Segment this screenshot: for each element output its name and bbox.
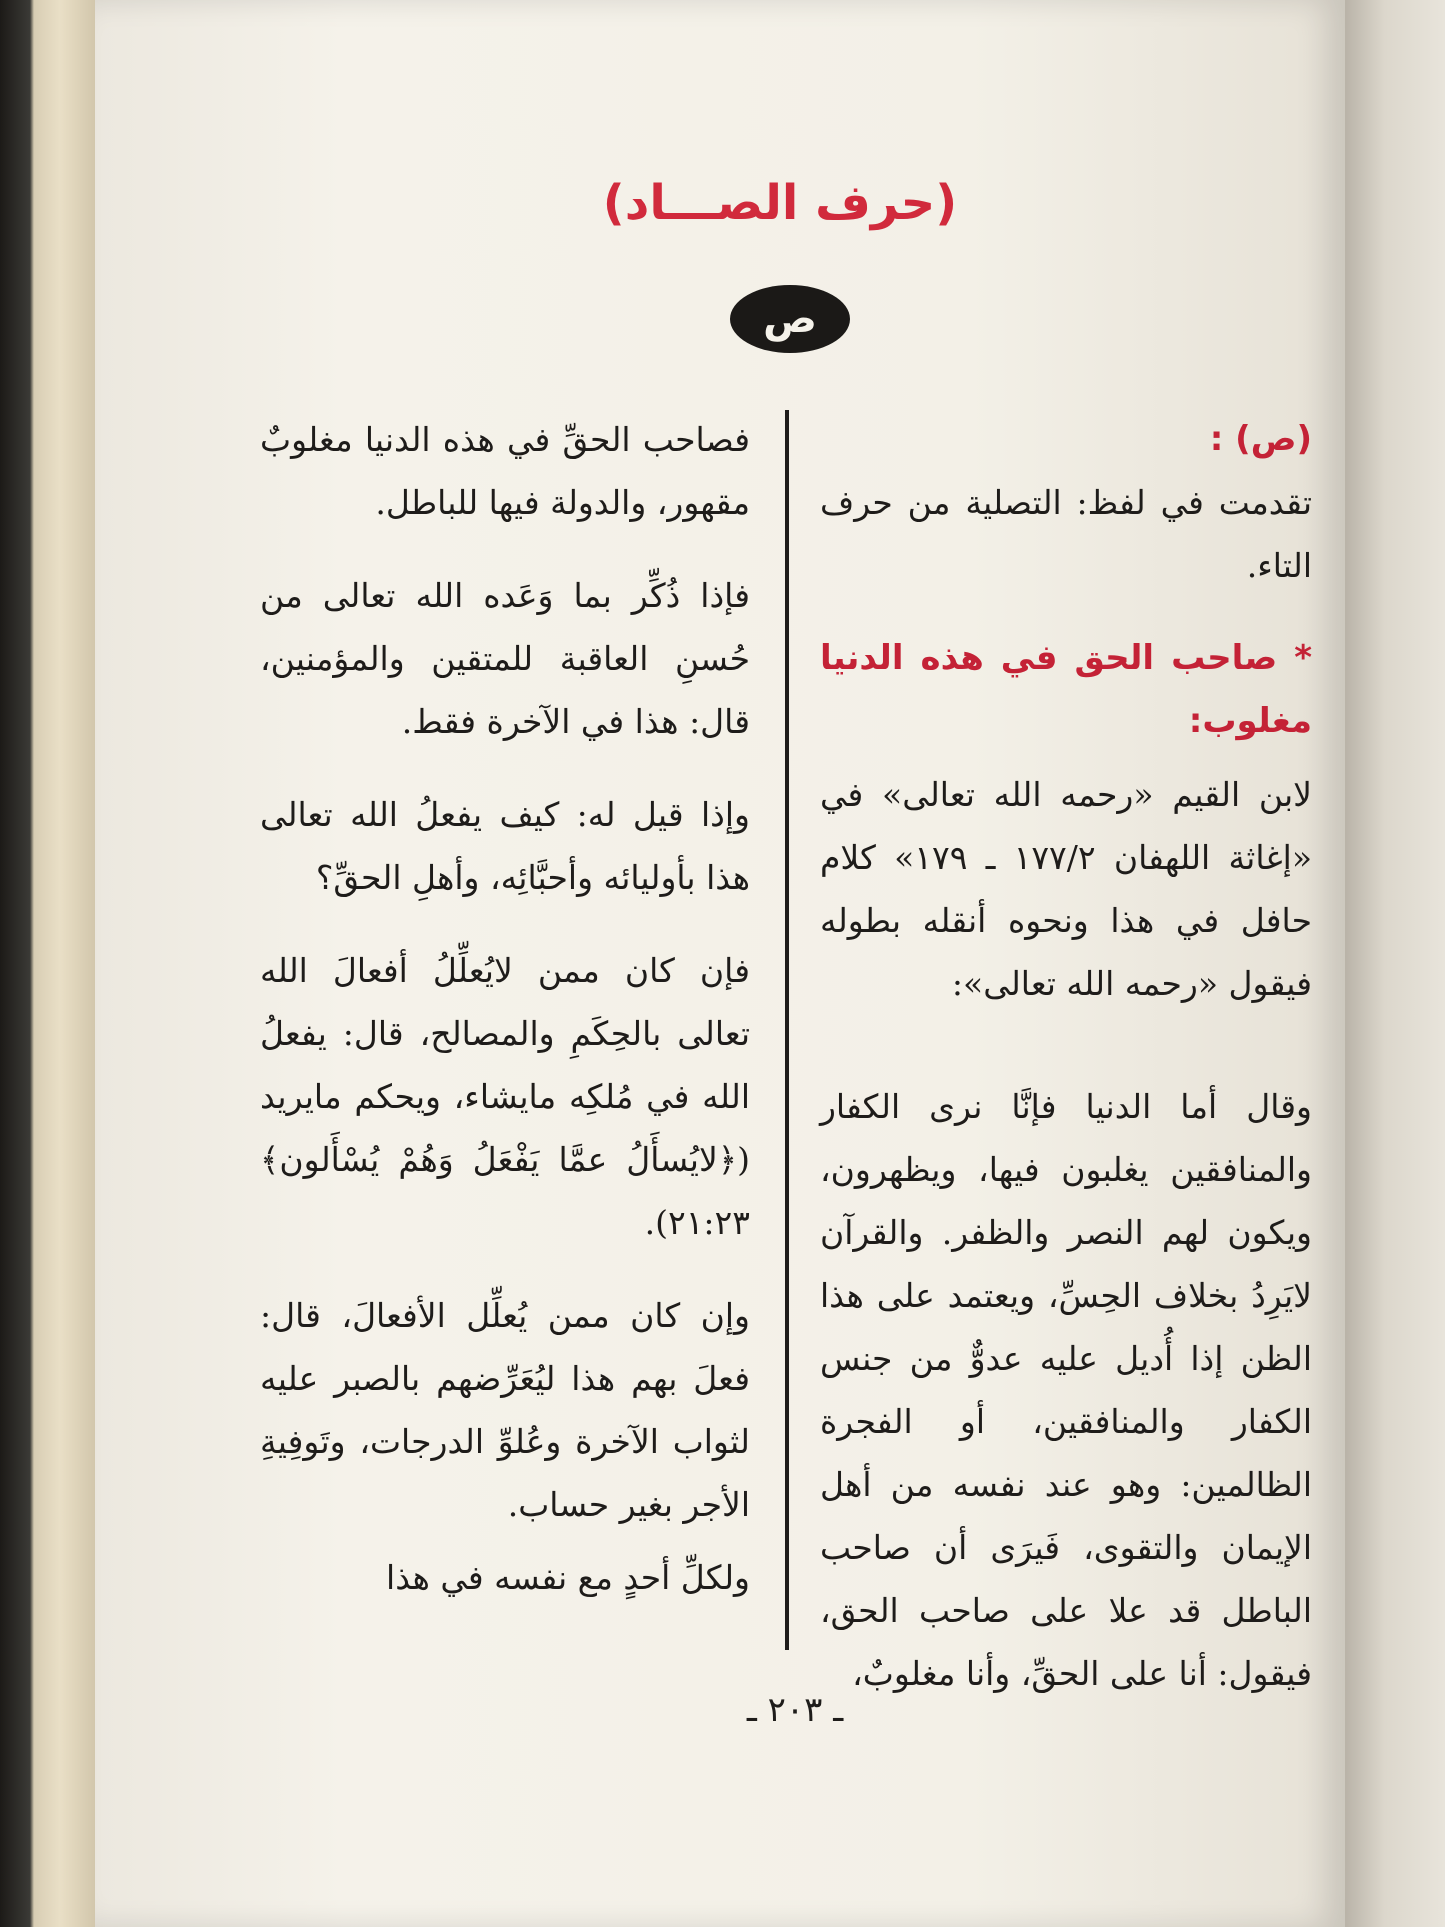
left-paragraph-3: وإذا قيل له: كيف يفعلُ الله تعالى هذا بأوليائه وأحبَّائِه، وأهلِ الحقِّ؟ [260, 795, 750, 897]
next-page-edge [1345, 0, 1445, 1927]
left-paragraph-6: ولكلِّ أحدٍ مع نفسه في هذا [386, 1558, 750, 1597]
column-divider [785, 410, 789, 1650]
left-paragraph-1: فصاحب الحقِّ في هذه الدنيا مغلوبٌ مقهور، والدولة فيها للباطل. [260, 420, 750, 522]
left-column [260, 408, 750, 1609]
right-paragraph-2: وقال أما الدنيا فإنَّا نرى الكفار والمنافقين يغلبون فيها، ويظهرون، ويكون لهم النصر والظفر. والقرآن لايَرِدُ بخلاف الحِسِّ، ويعتمد على هذا الظن إذا أُديل عليه عدوٌّ من جنس الكفار والمنافقين، أو الفجرة الظالمين: وهو عند نفسه من أهل الإيمان والتقوى، فَيرَى أن صاحب الباطل قد علا على صاحب الحق، فيقول: أنا على الحقِّ، وأنا مغلوبٌ، [820, 1087, 1312, 1693]
entry-text-sad: تقدمت في لفظ: التصلية من حرف التاء. [820, 483, 1312, 585]
right-paragraph-1: لابن القيم «رحمه الله تعالى» في «إغاثة اللهفان ١٧٧/٢ ـ ١٧٩» كلام حافل في هذا ونحوه أنقله بطوله فيقول «رحمه الله تعالى»: [820, 775, 1313, 1003]
entry-heading-sad: (ص) : [1209, 419, 1312, 459]
page-title: (حرف الصـــاد) [602, 175, 958, 231]
right-column [820, 408, 1312, 1705]
left-paragraph-2: فإذا ذُكِّر بما وَعَده الله تعالى من حُسنِ العاقبة للمتقين والمؤمنين، قال: هذا في الآخرة فقط. [260, 576, 750, 741]
entry-heading-sahib-alhaq: * صاحب الحق في هذه الدنيا مغلوب: [820, 638, 1312, 741]
left-paragraph-5: وإن كان ممن يُعلِّل الأفعالَ، قال: فعلَ بهم هذا ليُعَرِّضهم بالصبر عليه لثواب الآخرة وعُلوِّ الدرجات، وتَوفِيةِ الأجر بغير حساب. [260, 1296, 750, 1524]
page-number: ـ ٢٠٣ ـ [746, 1690, 844, 1730]
book-edge [0, 0, 110, 1927]
letter-badge: ص [730, 285, 850, 353]
left-paragraph-4: فإن كان ممن لايُعلِّلُ أفعالَ الله تعالى بالحِكَمِ والمصالح، قال: يفعلُ الله في مُلكِه مايشاء، ويحكم مايريد (﴿لايُسأَلُ عمَّا يَفْعَلُ وَهُمْ يُسْأَلون﴾ ٢١:٢٣). [260, 951, 750, 1242]
